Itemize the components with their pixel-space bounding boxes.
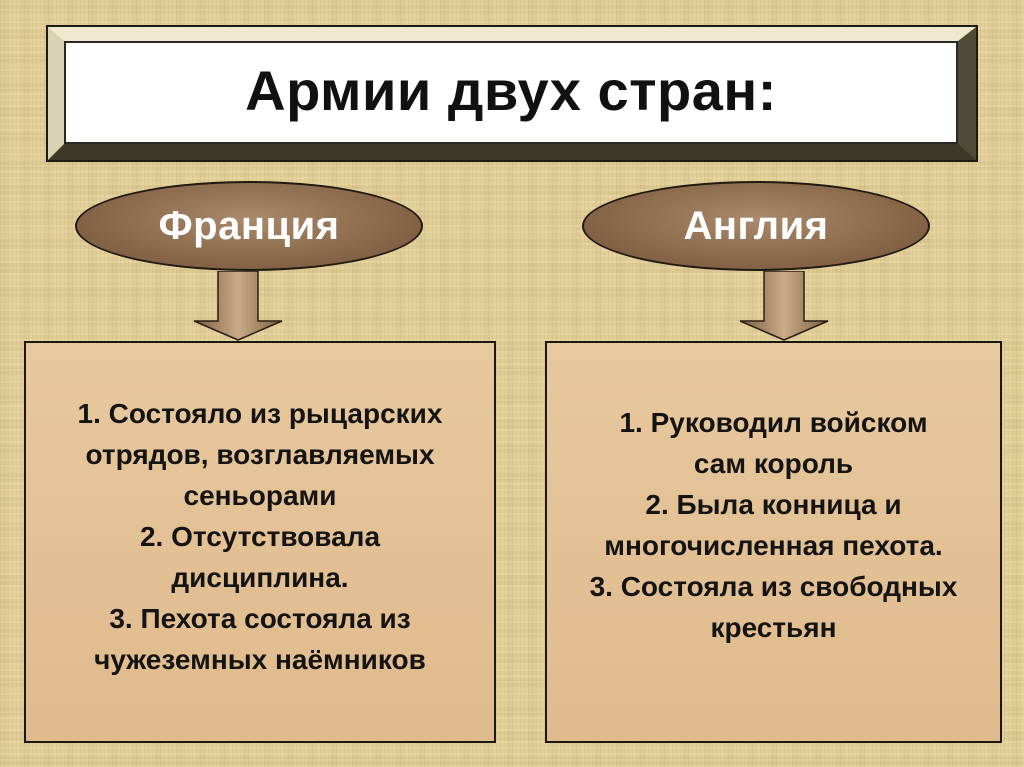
text-line: 1. Руководил войском bbox=[619, 407, 928, 438]
text-line: 1. Состояло из рыцарских bbox=[77, 397, 443, 429]
title-banner bbox=[48, 27, 976, 160]
page-title: Армии двух стран: bbox=[245, 59, 777, 122]
arrow-down-icon bbox=[192, 271, 284, 341]
arrow-down-icon bbox=[738, 271, 830, 341]
text-line: сам король bbox=[693, 448, 854, 479]
content-box-france bbox=[24, 341, 496, 743]
text-line: крестьян bbox=[710, 612, 837, 643]
text-line: отрядов, возглавляемых bbox=[85, 438, 435, 470]
text-line: 3. Состояла из свободных bbox=[589, 571, 958, 602]
country-oval-england bbox=[582, 181, 930, 271]
text-line: чужеземных наёмников bbox=[94, 643, 426, 675]
country-label-france: Франция bbox=[158, 203, 340, 248]
text-line: сеньорами bbox=[183, 479, 337, 511]
content-box-england bbox=[545, 341, 1002, 743]
text-line: 3. Пехота состояла из bbox=[109, 602, 411, 634]
title-panel bbox=[64, 41, 958, 144]
content-text-england bbox=[590, 402, 958, 648]
text-line: дисциплина. bbox=[171, 561, 349, 593]
text-line: 2. Была конница и bbox=[645, 489, 902, 520]
country-oval-france bbox=[75, 181, 423, 271]
text-line: многочисленная пехота. bbox=[604, 530, 943, 561]
country-label-england: Англия bbox=[683, 203, 829, 248]
text-line: 2. Отсутствовала bbox=[139, 520, 381, 552]
content-text-france bbox=[78, 393, 443, 680]
